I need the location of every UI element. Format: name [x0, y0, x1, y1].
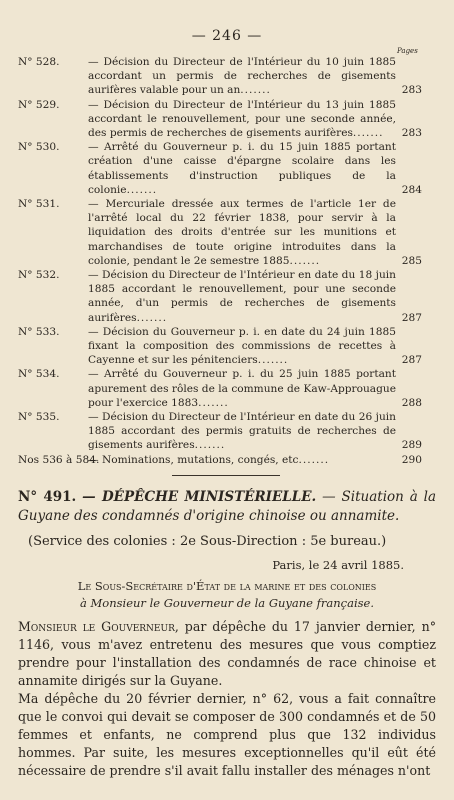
- toc-entry-text: — Décision du Directeur de l'Intérieur du 13 juin 1885 accordant le renouvellement, pour une seconde année, des permis de recherches de gisements aurifères: [88, 98, 396, 140]
- toc-entry: N° 528. — Décision du Directeur de l'Intérieur du 10 juin 1885 accordant un permis de recherches de gisements aurifères valable pour un an....... 283: [18, 56, 422, 97]
- toc-entry-number: Nos 536 à 584.: [18, 453, 100, 466]
- address-recipient: à Monsieur le Gouverneur de la Guyane française.: [80, 596, 374, 610]
- toc-entry-text: — Décision du Directeur de l'Intérieur en date du 18 juin 1885 accordant le renouvellement, pour une seconde année, d'un permis de recherches de gisements aurifères: [88, 269, 396, 324]
- dateline: Paris, le 24 avril 1885.: [272, 558, 404, 572]
- toc-entry: N° 535. — Décision du Directeur de l'Intérieur en date du 26 juin 1885 accordant des permis gratuits de recherches de gisements aurifères....... 289: [18, 411, 422, 452]
- toc-entry-page: 287: [401, 354, 422, 367]
- toc-entry: N° 532. — Décision du Directeur de l'Intérieur en date du 18 juin 1885 accordant le renouvellement, pour une seconde année, d'un permis de recherches de gisements aurifères....... 287: [18, 269, 422, 324]
- toc-entry-page: 283: [401, 127, 422, 140]
- address-block: [18, 578, 436, 612]
- article-number: N° 491.: [18, 489, 77, 505]
- toc-entry-text: — Décision du Gouverneur p. i. en date du 24 juin 1885 fixant la composition des commissions de recettes à Cayenne et sur les pénitenciers: [88, 325, 396, 367]
- toc-entry-page: 289: [401, 439, 422, 452]
- toc-entry-page: 283: [401, 84, 422, 97]
- section-divider: [172, 475, 280, 476]
- toc-entry-text: — Arrêté du Gouverneur p. i. du 15 juin 1885 portant création d'une caisse d'épargne scolaire dans les établissements d'instruction publiques de la colonie: [88, 141, 396, 196]
- toc-entry-text: — Nominations, mutations, congés, etc: [88, 453, 299, 466]
- toc-entry-number: N° 531.: [18, 198, 60, 211]
- toc-entry-page: 284: [401, 183, 422, 196]
- toc-entry-text: — Arrêté du Gouverneur p. i. du 25 juin 1885 portant apurement des rôles de la commune de Kaw-Approuague pour l'exercice 1883: [88, 368, 396, 409]
- toc-entry-number: N° 534.: [18, 368, 60, 381]
- salutation: Monsieur le Gouverneur,: [18, 619, 179, 634]
- pages-column-header: Pages: [397, 47, 418, 55]
- article-title: [18, 488, 436, 526]
- toc-entry: N° 530. — Arrêté du Gouverneur p. i. du 15 juin 1885 portant création d'une caisse d'épargne scolaire dans les établissements d'instruction publiques de la colonie....... 284: [18, 141, 422, 196]
- toc-entry-number: N° 528.: [18, 56, 60, 68]
- toc-entry-page: 287: [401, 311, 422, 324]
- toc-entry-page: 285: [401, 254, 422, 267]
- article-subject: — Situation à la Guyane des condamnés d'origine chinoise ou annamite.: [18, 489, 437, 524]
- toc-entry-number: N° 533.: [18, 325, 60, 338]
- toc-entry-text: — Décision du Directeur de l'Intérieur en date du 26 juin 1885 accordant des permis gratuits de recherches de gisements aurifères: [88, 411, 396, 452]
- paragraph-1: Monsieur le Gouverneur, par dépêche du 17 janvier dernier, n° 1146, vous m'avez entretenu des mesures que vous comptiez prendre pour l'installation des condamnés de race chinoise et annamite dirigés sur la Guyane.: [18, 619, 436, 688]
- toc-entry: N° 531. — Mercuriale dressée aux termes de l'article 1er de l'arrêté local du 22 février 1838, pour servir à la liquidation des droits d'entrée sur les munitions et marchandises de toute origine introduites dans la colonie, pendant le 2e semestre 1885....... 285: [18, 198, 422, 267]
- toc-entry: N° 534. — Arrêté du Gouverneur p. i. du 25 juin 1885 portant apurement des rôles de la commune de Kaw-Approuague pour l'exercice 1883....... 288: [18, 368, 422, 409]
- toc-entry-page: 290: [401, 453, 422, 466]
- table-of-contents: [18, 55, 422, 467]
- page-number: — 246 —: [191, 28, 263, 44]
- toc-entry: N° 533. — Décision du Gouverneur p. i. en date du 24 juin 1885 fixant la composition des commissions de recettes à Cayenne et sur les pénitenciers....... 287: [18, 325, 422, 367]
- toc-entry-number: N° 535.: [18, 411, 60, 424]
- toc-entry-page: 288: [401, 396, 422, 409]
- service-line: (Service des colonies : 2e Sous-Direction : 5e bureau.): [28, 534, 387, 549]
- paragraph-2: Ma dépêche du 20 février dernier, n° 62, vous a fait connaître que le convoi qui devait se composer de 300 condamnés et de 50 femmes et enfants, ne comprend plus que 132 individus hommes. Par suite, les mesures exceptionnelles qu'il eût été nécessaire de prendre s'il avait fallu installer des ménages n'ont: [18, 691, 436, 778]
- article-body: [18, 618, 436, 780]
- toc-entry: N° 529. — Décision du Directeur de l'Intérieur du 13 juin 1885 accordant le renouvellement, pour une seconde année, des permis de recherches de gisements aurifères....... 283: [18, 98, 422, 140]
- toc-entry-number: N° 530.: [18, 141, 60, 154]
- article-heading: — DÉPÊCHE MINISTÉRIELLE.: [82, 489, 317, 505]
- toc-entry-text: — Mercuriale dressée aux termes de l'article 1er de l'arrêté local du 22 février 1838, pour servir à la liquidation des droits d'entrée sur les munitions et marchandises de toute origine introduites dans la colonie, pendant le 2e semestre 1885: [88, 198, 396, 267]
- toc-entry-text: — Décision du Directeur de l'Intérieur du 10 juin 1885 accordant un permis de recherches de gisements aurifères valable pour un an: [88, 56, 396, 97]
- article: [18, 488, 436, 780]
- toc-entry-number: N° 532.: [18, 269, 60, 282]
- toc-entry: Nos 536 à 584. — Nominations, mutations, congés, etc....... 290: [18, 453, 422, 466]
- address-sender: Le Sous-Secrétaire d'État de la marine et des colonies: [77, 579, 377, 593]
- toc-entry-number: N° 529.: [18, 98, 60, 111]
